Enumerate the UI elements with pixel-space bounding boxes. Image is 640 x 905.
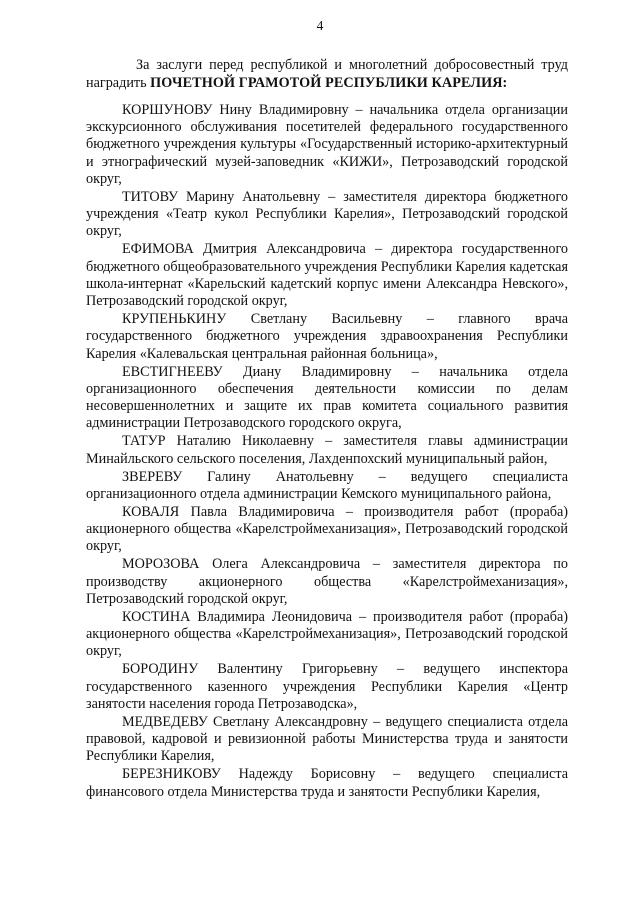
nominee-entry: БОРОДИНУ Валентину Григорьевну – ведущего инспектора государственного казенного учреждения Республики Карелия «Центр занятости населения города Петрозаводска», [86, 661, 568, 712]
page-number: 4 [316, 18, 324, 33]
nominee-entry: ТАТУР Наталию Николаевну – заместителя главы администрации Минайльского сельского поселения, Лахденпохский муниципальный район, [86, 433, 568, 467]
nominee-entry: КОРШУНОВУ Нину Владимировну – начальника отдела организации экскурсионного обслуживания посетителей федерального государственного бюджетного учреждения культуры «Государственный историко-архитектурный и этнографический музей-заповедник «КИЖИ», Петрозаводский городской округ, [86, 102, 568, 187]
nominee-entry: БЕРЕЗНИКОВУ Надежду Борисовну – ведущего специалиста финансового отдела Министерства труда и занятости Республики Карелия, [86, 766, 568, 800]
nominee-entry: КОСТИНА Владимира Леонидовича – производителя работ (прораба) акционерного общества «Карелстроймеханизация», Петрозаводский городской округ, [86, 608, 568, 660]
nominee-entry: ЕВСТИГНЕЕВУ Диану Владимировну – начальника отдела организационного обеспечения деятельности комиссии по делам несовершеннолетних и защите их прав комитета социального развития администрации Петрозаводского городского округа, [86, 363, 568, 432]
nominee-entry: МОРОЗОВА Олега Александровича – заместителя директора по производству акционерного общества «Карелстроймеханизация», Петрозаводский городской округ, [86, 556, 568, 607]
nominee-list [86, 102, 568, 802]
award-intro [86, 56, 568, 92]
nominee-entry: ЕФИМОВА Дмитрия Александровича – директора государственного бюджетного общеобразовательного учреждения Республики Карелия кадетская школа-интернат «Карельский кадетский корпус имени Александра Невского», Петрозаводский городской округ, [86, 241, 568, 310]
nominee-entry: КОВАЛЯ Павла Владимировича – производителя работ (прораба) акционерного общества «Карелстроймеханизация», Петрозаводский городской округ, [86, 503, 568, 555]
nominee-entry: КРУПЕНЬКИНУ Светлану Васильевну – главного врача государственного бюджетного учреждения здравоохранения Республики Карелия «Калевальская центральная районная больница», [86, 311, 568, 362]
award-title: ПОЧЕТНОЙ ГРАМОТОЙ РЕСПУБЛИКИ КАРЕЛИЯ: [150, 75, 508, 91]
nominee-entry: МЕДВЕДЕВУ Светлану Александровну – ведущего специалиста отдела правовой, кадровой и ревизионной работы Министерства труда и занятости Республики Карелия, [86, 713, 568, 765]
intro-line-1: За заслуги перед республикой и многолетний добросовестный труд [136, 57, 568, 73]
nominee-entry: ТИТОВУ Марину Анатольевну – заместителя директора бюджетного учреждения «Театр кукол Республики Карелия», Петрозаводский городской округ, [86, 188, 568, 240]
intro-line-2 [86, 74, 568, 92]
intro-line-2-prefix: наградить [86, 75, 151, 91]
nominee-entry: ЗВЕРЕВУ Галину Анатольевну – ведущего специалиста организационного отдела администрации Кемского муниципального района, [86, 468, 568, 502]
